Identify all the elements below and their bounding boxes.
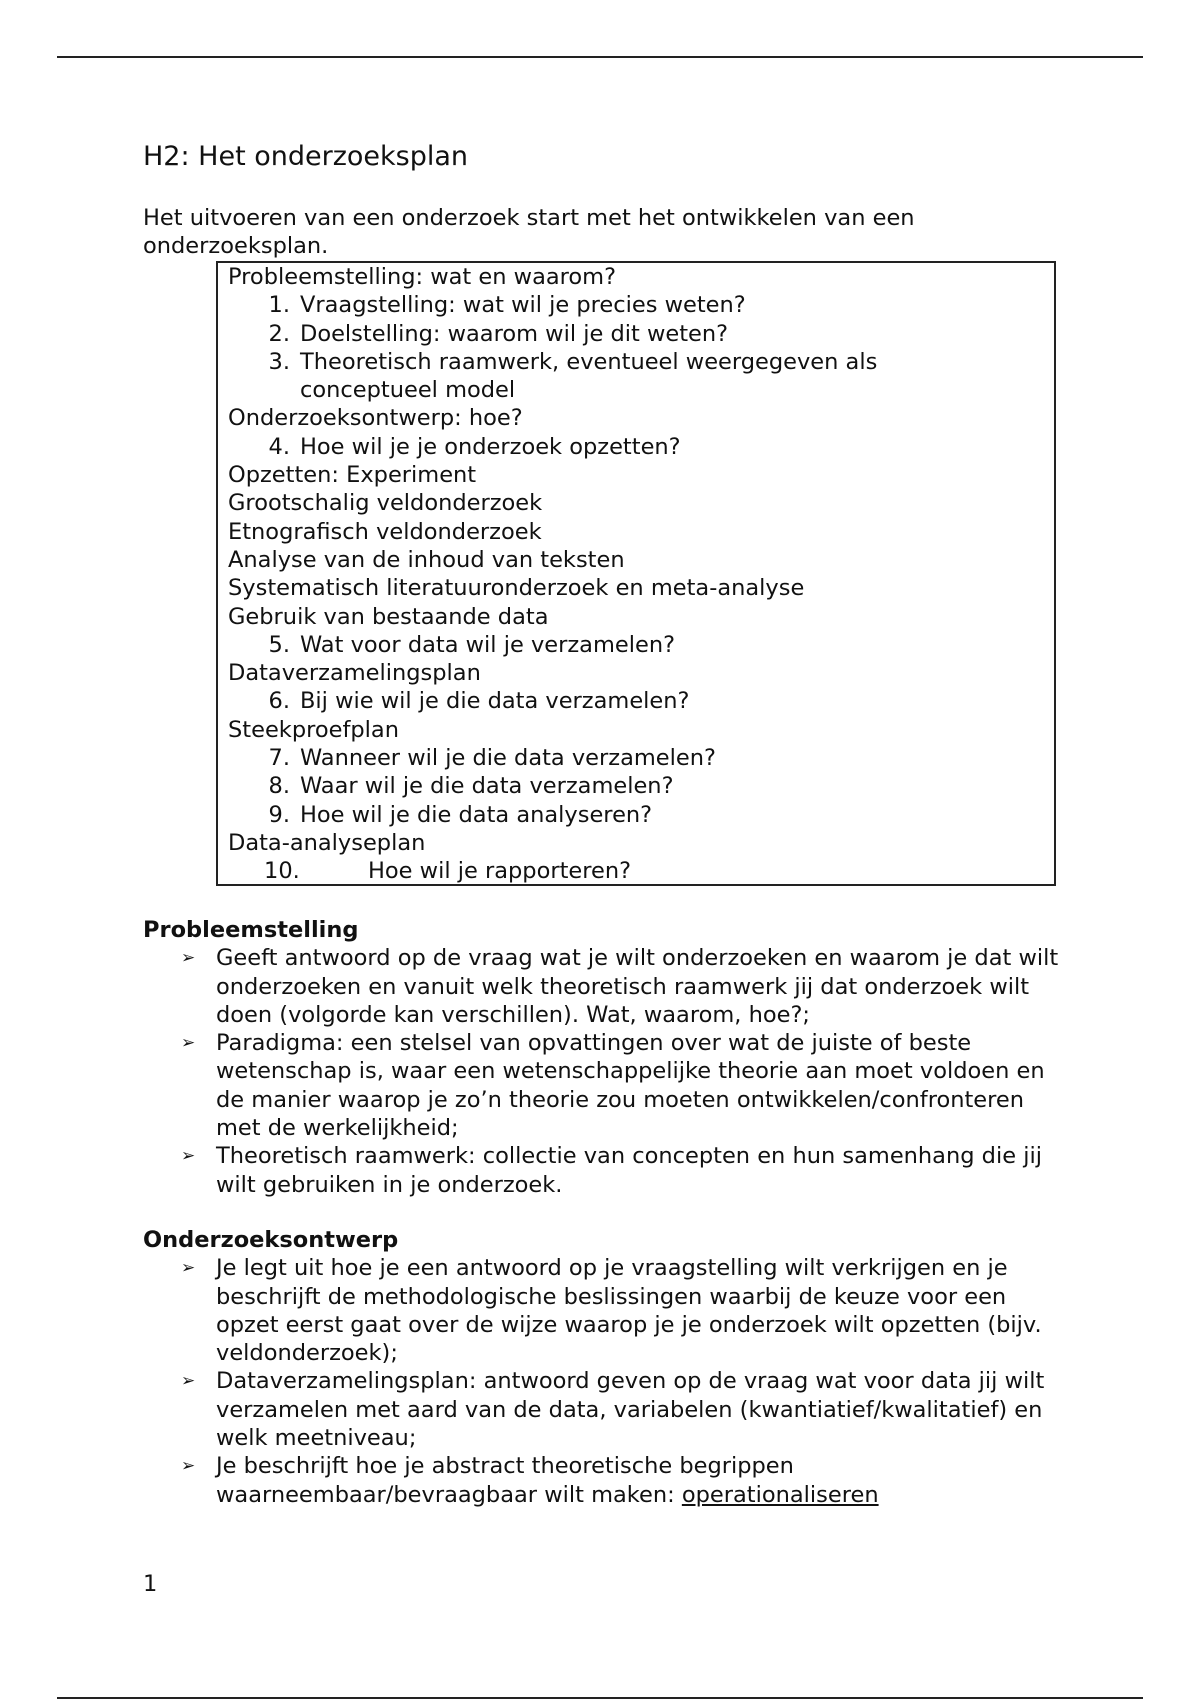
list-item: ➢ Je legt uit hoe je een antwoord op je vraagstelling wilt verkrijgen en je beschrijft de methodologische beslissingen waarbij de keuze voor een opzet eerst gaat over de wijze waarop je je onderzoek wilt opzetten (bijv. veldonderzoek); [181,1255,1042,1367]
arrow-bullet-icon: ➢ [181,1456,196,1477]
box-line: Etnografisch veldonderzoek [228,518,542,545]
numbered-item: 3. Theoretisch raamwerk, eventueel weergegeven als [268,348,878,375]
numbered-item: 5. Wat voor data wil je verzamelen? [268,631,676,658]
intro-paragraph: Het uitvoeren van een onderzoek start met het ontwikkelen van een onderzoeksplan. [143,205,915,259]
bullet-list [143,1254,1063,1509]
arrow-bullet-icon: ➢ [181,1033,196,1054]
section-onderzoeksontwerp [143,1226,1063,1509]
box-line: Probleemstelling: wat en waarom? [228,264,617,290]
numbered-item: 4. Hoe wil je je onderzoek opzetten? [268,433,681,460]
numbered-item: 8. Waar wil je die data verzamelen? [268,773,674,800]
numbered-item: 9. Hoe wil je die data analyseren? [268,801,653,828]
arrow-bullet-icon: ➢ [181,1146,196,1167]
box-line: Opzetten: Experiment [228,462,477,489]
footer-rule [57,1697,1143,1699]
section-heading: Onderzoeksontwerp [143,1227,399,1253]
arrow-bullet-icon: ➢ [181,1371,196,1392]
box-line: Systematisch literatuuronderzoek en meta-analyse [228,575,805,602]
list-item: ➢ Dataverzamelingsplan: antwoord geven op de vraag wat voor data jij wilt verzamelen met aard van de data, variabelen (kwantiatief/kwalitatief) en welk meetniveau; [181,1368,1045,1452]
numbered-item: 6. Bij wie wil je die data verzamelen? [268,688,690,715]
bullet-list [143,944,1063,1199]
section-heading: Probleemstelling [143,917,359,943]
numbered-item: 1. Vraagstelling: wat wil je precies weten? [268,292,746,319]
box-line: Steekproefplan [228,716,399,743]
box-line: Data-analyseplan [228,829,426,856]
numbered-item: 10. Hoe wil je rapporteren? [264,858,632,885]
page-title: H2: Het onderzoeksplan [143,141,469,172]
box-line: Gebruik van bestaande data [228,603,549,630]
list-item: ➢ Geeft antwoord op de vraag wat je wilt onderzoeken en waarom je dat wilt onderzoeken en vanuit welk theoretisch raamwerk jij dat onderzoek wilt doen (volgorde kan verschillen). Wat, waarom, hoe?; [181,945,1059,1028]
numbered-item: 2. Doelstelling: waarom wil je dit weten? [268,320,729,347]
list-item: ➢ Je beschrijft hoe je abstract theoretische begrippen waarneembaar/bevraagbaar wilt maken: operationaliseren [181,1453,879,1508]
header-rule [57,56,1143,58]
box-line: Dataverzamelingsplan [228,660,481,687]
research-plan-box [216,261,1056,886]
box-line: Analyse van de inhoud van teksten [228,546,625,573]
numbered-item: 7. Wanneer wil je die data verzamelen? [268,745,716,772]
arrow-bullet-icon: ➢ [181,948,196,969]
underlined-term: operationaliseren [681,1481,879,1508]
numbered-item-continuation: conceptueel model [300,377,516,404]
section-probleemstelling [143,916,1063,1199]
page-number: 1 [143,1571,158,1597]
box-line: Onderzoeksontwerp: hoe? [228,405,523,432]
list-item: ➢ Paradigma: een stelsel van opvattingen over wat de juiste of beste wetenschap is, waar een wetenschappelijke theorie aan moet voldoen en de manier waarop je zo’n theorie zou moeten ontwikkelen/confronteren met de werkelijkheid; [181,1030,1045,1142]
list-item: ➢ Theoretisch raamwerk: collectie van concepten en hun samenhang die jij wilt gebruiken in je onderzoek. [181,1143,1042,1198]
arrow-bullet-icon: ➢ [181,1258,196,1279]
box-line: Grootschalig veldonderzoek [228,490,543,517]
